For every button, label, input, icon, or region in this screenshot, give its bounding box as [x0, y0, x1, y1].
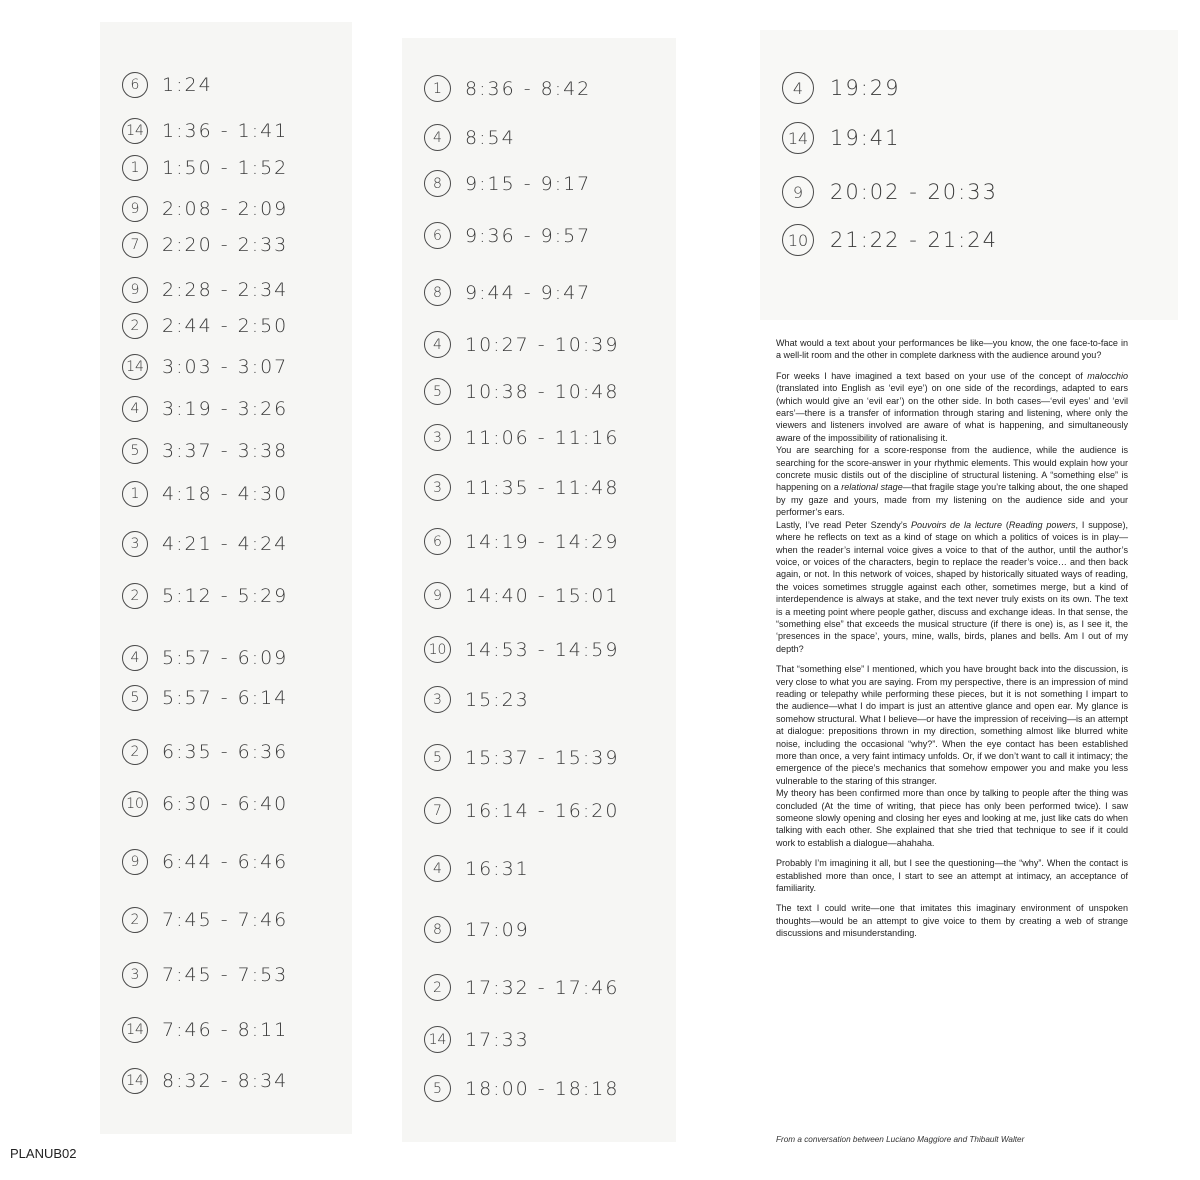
- circled-number: 14: [122, 1068, 148, 1094]
- circled-number: 5: [424, 744, 451, 771]
- timestamp-entry: [122, 72, 213, 98]
- essay-text: [776, 337, 1128, 940]
- circled-number: 9: [782, 176, 814, 208]
- timestamp-entry: [424, 582, 619, 609]
- timestamp-entry: [424, 744, 619, 771]
- circled-number: 6: [424, 528, 451, 555]
- timestamp-range: 6:44 - 6:46: [162, 851, 289, 873]
- timestamp-range: 9:44 - 9:47: [465, 281, 592, 304]
- timestamp-range: 19:41: [830, 126, 901, 150]
- essay-paragraph: You are searching for a score-response from the audience, while the audience is searching for the score-answer in your rhythmic elements. This would explain how your concrete music distils out of the discipline of structural listening. A “something else” is happening on a relational stage—that fragile stage you’re talking about, the one shaped by my gaze and yours, made from my listening on the audience side and your performer’s ears.: [776, 445, 1128, 518]
- timestamp-range: 7:46 - 8:11: [162, 1019, 289, 1041]
- timestamp-entry: [122, 396, 288, 422]
- timestamp-entry: [424, 424, 619, 451]
- circled-number: 8: [424, 916, 451, 943]
- circled-number: 7: [424, 797, 451, 824]
- essay-caption: From a conversation between Luciano Maggiore and Thibault Walter: [776, 1135, 1025, 1144]
- essay-paragraph: For weeks I have imagined a text based on your use of the concept of malocchio (translated into English as ‘evil eye’) on one side of the recordings, adapted to ears (which would give an ‘evil ear’) on the other side. In both cases—‘evil eyes’ and ‘evil ears’—there is a transfer of information through staring and listening, where only the viewers and listeners involved are aware of what is happening, and simultaneously aware of the impossibility of rationalising it.: [776, 370, 1128, 443]
- timestamp-range: 14:40 - 15:01: [465, 584, 620, 607]
- timestamp-range: 14:53 - 14:59: [465, 638, 620, 661]
- timestamp-range: 8:36 - 8:42: [465, 77, 592, 100]
- timestamp-entry: [424, 855, 530, 882]
- timestamp-range: 3:03 - 3:07: [162, 356, 289, 378]
- timestamp-entry: [424, 1026, 530, 1053]
- timestamp-entry: [122, 354, 288, 380]
- timestamp-range: 15:23: [465, 688, 530, 711]
- timestamp-entry: [424, 528, 619, 555]
- timestamp-entry: [424, 474, 619, 501]
- catalog-number: PLANUB02: [10, 1146, 77, 1161]
- circled-number: 4: [424, 855, 451, 882]
- timestamp-entry: [424, 686, 530, 713]
- circled-number: 4: [424, 124, 451, 151]
- essay-paragraph: That “something else” I mentioned, which you have brought back into the discussion, is very close to what you are saying. From my perspective, there is an impression of mind reading or telepathy while performing these pieces, but it is not something I impart to the audience—what I do impart is just an attentive glance and open ear. My glance is somehow structural. What I believe—or have the impression of receiving—is an attempt at dialogue: prepositions thrown in my direction, something almost like blurred white noise, including the occasional “why?”. When the eye contact has been established more than once, a very faint intimacy unfolds. Or, if we don’t want to call it intimacy; the emergence of the piece’s mechanics that somehow empower you and make you less vulnerable to the staring of this stranger.: [776, 664, 1128, 786]
- timestamp-range: 2:20 - 2:33: [162, 234, 289, 256]
- circled-number: 2: [122, 313, 148, 339]
- timestamp-range: 9:36 - 9:57: [465, 224, 592, 247]
- timestamp-entry: [122, 907, 288, 933]
- circled-number: 14: [424, 1026, 451, 1053]
- timestamp-range: 7:45 - 7:53: [162, 964, 289, 986]
- circled-number: 14: [122, 1017, 148, 1043]
- timestamp-entry: [424, 636, 619, 663]
- timestamp-entry: [424, 974, 619, 1001]
- timestamp-range: 5:57 - 6:09: [162, 647, 289, 669]
- circled-number: 1: [424, 75, 451, 102]
- timestamp-entry: [782, 122, 901, 154]
- circled-number: 2: [122, 583, 148, 609]
- timestamp-range: 21:22 - 21:24: [830, 228, 998, 252]
- timestamp-range: 6:35 - 6:36: [162, 741, 289, 763]
- timestamp-entry: [424, 170, 591, 197]
- circled-number: 3: [424, 424, 451, 451]
- timestamp-entry: [122, 739, 288, 765]
- circled-number: 4: [424, 331, 451, 358]
- timestamp-range: 10:27 - 10:39: [465, 333, 620, 356]
- circled-number: 2: [122, 907, 148, 933]
- timestamp-entry: [122, 438, 288, 464]
- circled-number: 1: [122, 481, 148, 507]
- timestamp-range: 18:00 - 18:18: [465, 1077, 620, 1100]
- circled-number: 3: [424, 686, 451, 713]
- timestamp-entry: [782, 176, 998, 208]
- circled-number: 14: [122, 354, 148, 380]
- essay-paragraph: Probably I’m imagining it all, but I see the questioning—the “why”. When the contact is established more than once, I start to see an attempt at intimacy, an acceptance of familiarity.: [776, 858, 1128, 894]
- timestamp-range: 17:09: [465, 918, 530, 941]
- circled-number: 14: [122, 118, 148, 144]
- essay-paragraph: My theory has been confirmed more than once by talking to people after the thing was concluded (At the time of writing, that piece has only been performed twice). I saw someone slowly opening and closing her eyes and looking at me, just like cats do when talking with each other. She explained that she tried that technique to see if it could work to establish a dialogue—ahahaha.: [776, 788, 1128, 848]
- timestamp-range: 14:19 - 14:29: [465, 530, 620, 553]
- timestamp-range: 2:28 - 2:34: [162, 279, 289, 301]
- timestamp-entry: [424, 797, 619, 824]
- timestamp-range: 11:06 - 11:16: [465, 426, 620, 449]
- timestamp-entry: [424, 916, 530, 943]
- timestamp-entry: [122, 277, 288, 303]
- essay-paragraph: What would a text about your performances be like—you know, the one face-to-face in a well-lit room and the other in complete darkness with the audience around you?: [776, 338, 1128, 361]
- timestamp-range: 1:24: [162, 74, 213, 96]
- timestamp-entry: [122, 583, 288, 609]
- circled-number: 6: [122, 72, 148, 98]
- timestamp-entry: [122, 849, 288, 875]
- timestamp-range: 3:19 - 3:26: [162, 398, 289, 420]
- timestamp-range: 8:32 - 8:34: [162, 1070, 289, 1092]
- timestamp-entry: [122, 196, 288, 222]
- circled-number: 9: [424, 582, 451, 609]
- timestamp-range: 6:30 - 6:40: [162, 793, 289, 815]
- timestamp-range: 16:14 - 16:20: [465, 799, 620, 822]
- circled-number: 5: [424, 378, 451, 405]
- circled-number: 9: [122, 277, 148, 303]
- timestamp-range: 5:57 - 6:14: [162, 687, 289, 709]
- timestamp-range: 10:38 - 10:48: [465, 380, 620, 403]
- circled-number: 2: [122, 739, 148, 765]
- timestamp-entry: [424, 279, 591, 306]
- circled-number: 10: [424, 636, 451, 663]
- circled-number: 7: [122, 232, 148, 258]
- timestamp-entry: [424, 1075, 619, 1102]
- timestamp-range: 7:45 - 7:46: [162, 909, 289, 931]
- timestamp-entry: [122, 685, 288, 711]
- circled-number: 10: [782, 224, 814, 256]
- timestamp-range: 2:08 - 2:09: [162, 198, 289, 220]
- timestamp-entry: [782, 224, 998, 256]
- timestamp-range: 19:29: [830, 76, 901, 100]
- circled-number: 8: [424, 170, 451, 197]
- circled-number: 9: [122, 849, 148, 875]
- timestamp-entry: [122, 1068, 288, 1094]
- timestamp-range: 5:12 - 5:29: [162, 585, 289, 607]
- timestamp-range: 8:54: [465, 126, 516, 149]
- timestamp-range: 17:32 - 17:46: [465, 976, 620, 999]
- timestamp-entry: [122, 791, 288, 817]
- timestamp-range: 1:36 - 1:41: [162, 120, 289, 142]
- timestamp-entry: [122, 645, 288, 671]
- essay-paragraph: The text I could write—one that imitates this imaginary environment of unspoken thoughts—would be an attempt to give voice to them by creating a web of strange discussions and misunderstanding.: [776, 903, 1128, 939]
- timestamp-entry: [122, 155, 288, 181]
- timestamp-range: 2:44 - 2:50: [162, 315, 289, 337]
- circled-number: 10: [122, 791, 148, 817]
- timestamp-range: 1:50 - 1:52: [162, 157, 289, 179]
- timestamp-range: 3:37 - 3:38: [162, 440, 289, 462]
- timestamp-entry: [424, 124, 516, 151]
- circled-number: 3: [122, 962, 148, 988]
- timestamp-range: 15:37 - 15:39: [465, 746, 620, 769]
- circled-number: 1: [122, 155, 148, 181]
- circled-number: 4: [122, 645, 148, 671]
- circled-number: 6: [424, 222, 451, 249]
- timestamp-entry: [424, 378, 619, 405]
- timestamp-entry: [424, 222, 591, 249]
- timestamp-range: 4:21 - 4:24: [162, 533, 289, 555]
- circled-number: 9: [122, 196, 148, 222]
- essay-paragraph: Lastly, I’ve read Peter Szendy’s Pouvoirs de la lecture (Reading powers, I suppose), where he reflects on text as a kind of stage on which a politics of voices is in play—when the reader’s internal voice gives a voice to that of the author, until the author’s voice, or voices of the characters, begin to replace the reader’s voice… and then back again, or not. In this network of voices, shaped by historically situated ways of reading, the voices sometimes struggle against each other, sometimes merge, but a kind of interdependence is always at stake, and the text never truly exists on its own. The text is a meeting point where people gather, discuss and exchange ideas. In that sense, the “something else” that exceeds the musical structure (if there is one) is, as I see it, the ‘presences in the space’, yours, mine, walls, birds, planes and bells. Am I out of my depth?: [776, 519, 1128, 654]
- timestamp-range: 20:02 - 20:33: [830, 180, 998, 204]
- timestamp-range: 17:33: [465, 1028, 530, 1051]
- timestamp-entry: [424, 75, 591, 102]
- timestamp-entry: [122, 232, 288, 258]
- timestamp-entry: [122, 962, 288, 988]
- timestamp-range: 9:15 - 9:17: [465, 172, 592, 195]
- circled-number: 3: [424, 474, 451, 501]
- circled-number: 4: [122, 396, 148, 422]
- circled-number: 5: [122, 685, 148, 711]
- timestamp-entry: [122, 313, 288, 339]
- timestamp-entry: [782, 72, 901, 104]
- circled-number: 5: [122, 438, 148, 464]
- timestamp-range: 16:31: [465, 857, 530, 880]
- timestamp-entry: [122, 531, 288, 557]
- timestamp-range: 11:35 - 11:48: [465, 476, 620, 499]
- circled-number: 2: [424, 974, 451, 1001]
- circled-number: 8: [424, 279, 451, 306]
- timestamp-entry: [122, 118, 288, 144]
- circled-number: 5: [424, 1075, 451, 1102]
- timestamp-entry: [424, 331, 619, 358]
- timestamp-entry: [122, 1017, 288, 1043]
- circled-number: 3: [122, 531, 148, 557]
- circled-number: 14: [782, 122, 814, 154]
- circled-number: 4: [782, 72, 814, 104]
- timestamp-range: 4:18 - 4:30: [162, 483, 289, 505]
- timestamp-entry: [122, 481, 288, 507]
